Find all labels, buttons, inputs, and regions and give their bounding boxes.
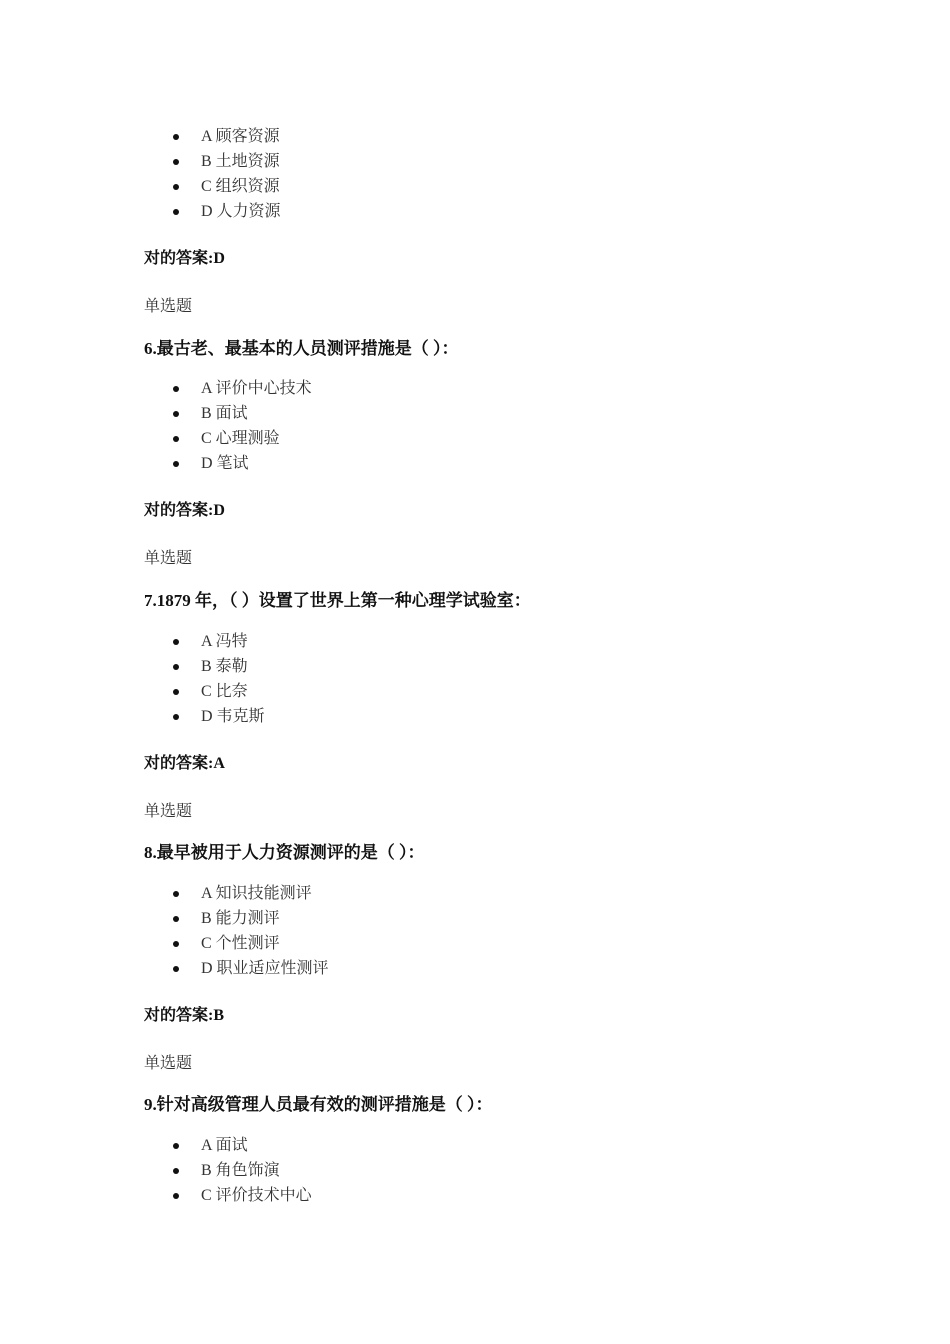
correct-answer: 对的答案:D — [144, 250, 225, 267]
bullet-icon — [173, 916, 179, 922]
bullet-icon — [173, 386, 179, 392]
option-label: B 泰勒 — [201, 658, 248, 675]
bullet-icon — [173, 436, 179, 442]
question-7-options-block — [0, 629, 950, 729]
bullet-icon — [173, 461, 179, 467]
option-label: D 职业适应性测评 — [201, 960, 329, 977]
question-9-options-block — [0, 1133, 950, 1208]
bullet-icon — [173, 209, 179, 215]
option-item — [0, 174, 950, 199]
option-list — [0, 629, 950, 729]
option-label: C 个性测评 — [201, 935, 280, 952]
option-list — [0, 376, 950, 476]
option-item — [0, 149, 950, 174]
option-label: B 面试 — [201, 405, 248, 422]
bullet-icon — [173, 1168, 179, 1174]
option-label: B 土地资源 — [201, 153, 280, 170]
option-item — [0, 1133, 950, 1158]
correct-answer: 对的答案:A — [144, 755, 225, 772]
question-type-label: 单选题 — [144, 1055, 193, 1072]
bullet-icon — [173, 941, 179, 947]
option-item — [0, 956, 950, 981]
option-item — [0, 906, 950, 931]
option-label: B 能力测评 — [201, 910, 280, 927]
question-6-text: 6.最古老、最基本的人员测评措施是（ ）： — [144, 339, 459, 358]
option-label: A 面试 — [201, 1137, 248, 1154]
bullet-icon — [173, 134, 179, 140]
question-8-text: 8.最早被用于人力资源测评的是（ ）： — [144, 843, 425, 862]
option-item — [0, 426, 950, 451]
option-list — [0, 124, 950, 224]
option-item — [0, 451, 950, 476]
option-item — [0, 881, 950, 906]
option-label: A 冯特 — [201, 633, 248, 650]
question-type-label: 单选题 — [144, 550, 193, 567]
option-label: C 心理测验 — [201, 430, 280, 447]
option-item — [0, 931, 950, 956]
option-label: A 顾客资源 — [201, 128, 280, 145]
question-7-text: 7.1879 年，（ ）设置了世界上第一种心理学试验室： — [144, 591, 531, 610]
option-item — [0, 376, 950, 401]
bullet-icon — [173, 639, 179, 645]
option-label: D 笔试 — [201, 455, 249, 472]
bullet-icon — [173, 664, 179, 670]
correct-answer: 对的答案:D — [144, 502, 225, 519]
option-label: C 评价技术中心 — [201, 1187, 312, 1204]
bullet-icon — [173, 184, 179, 190]
bullet-icon — [173, 689, 179, 695]
question-8-options-block — [0, 881, 950, 981]
option-label: C 比奈 — [201, 683, 248, 700]
option-item — [0, 679, 950, 704]
option-list — [0, 1133, 950, 1208]
option-item — [0, 704, 950, 729]
option-label: D 韦克斯 — [201, 708, 265, 725]
option-list — [0, 881, 950, 981]
question-type-label: 单选题 — [144, 803, 193, 820]
bullet-icon — [173, 966, 179, 972]
option-item — [0, 401, 950, 426]
option-item — [0, 199, 950, 224]
bullet-icon — [173, 1143, 179, 1149]
question-9-text: 9.针对高级管理人员最有效的测评措施是（ ）： — [144, 1095, 493, 1114]
question-5-options-block — [0, 124, 950, 224]
bullet-icon — [173, 159, 179, 165]
option-item — [0, 654, 950, 679]
bullet-icon — [173, 714, 179, 720]
option-item — [0, 629, 950, 654]
option-label: D 人力资源 — [201, 203, 281, 220]
option-label: C 组织资源 — [201, 178, 280, 195]
option-item — [0, 124, 950, 149]
option-item — [0, 1158, 950, 1183]
option-item — [0, 1183, 950, 1208]
correct-answer: 对的答案:B — [144, 1007, 225, 1024]
question-6-options-block — [0, 376, 950, 476]
option-label: A 评价中心技术 — [201, 380, 312, 397]
option-label: B 角色饰演 — [201, 1162, 280, 1179]
bullet-icon — [173, 411, 179, 417]
bullet-icon — [173, 1193, 179, 1199]
option-label: A 知识技能测评 — [201, 885, 312, 902]
question-type-label: 单选题 — [144, 298, 193, 315]
bullet-icon — [173, 891, 179, 897]
